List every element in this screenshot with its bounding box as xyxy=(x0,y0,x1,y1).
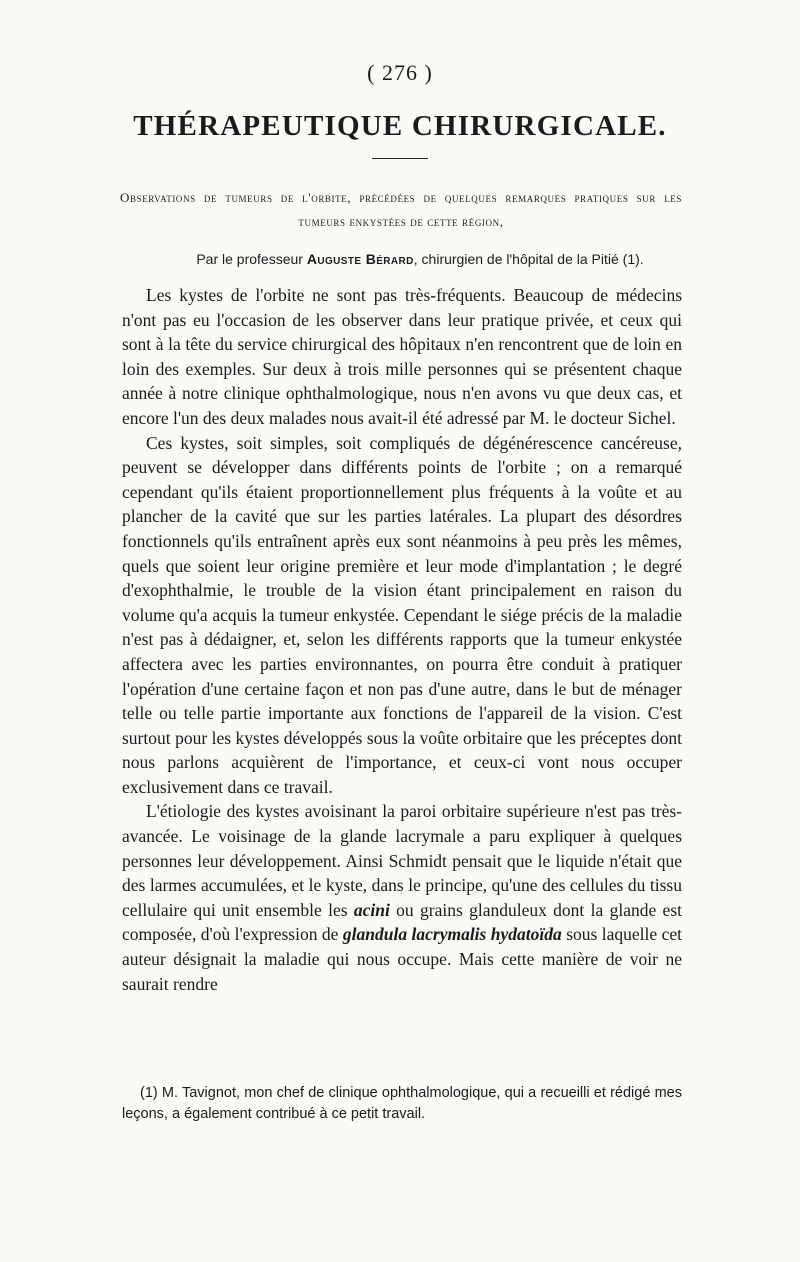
paragraph-2: Ces kystes, soit simples, soit compliqués de dégénérescence cancéreuse, peuvent se développer dans différents points de l'orbite ; on a remarqué cependant qu'ils étaient proportionnellement plus fréquents à la voûte et au plancher de la cavité que sur les parties latérales. La plupart des désordres fonctionnels qu'ils entraînent après eux sont néanmoins à peu près les mêmes, quels que soient leur origine première et leur mode d'implantation ; le degré d'exophthalmie, le trouble de la vision étant principalement en raison du volume qu'a acquis la tumeur enkystée. Cependant le siége précis de la maladie n'est pas à dédaigner, et, selon les différents rapports que la tumeur enkystée affectera avec les parties environnantes, on pourra être conduit à pratiquer l'opération d'une certaine façon et non pas d'une autre, dans le but de ménager telle ou telle partie importante aux fonctions de l'appareil de la vision. C'est surtout pour les kystes développés sous la voûte orbitaire que les préceptes dont nous parlons acquièrent de l'importance, et ceux-ci vont nous occuper exclusivement dans ce travail. xyxy=(122,432,682,797)
chapter-title: THÉRAPEUTIQUE CHIRURGICALE. xyxy=(133,110,667,142)
article-subtitle: Observations de tumeurs de l'orbite, précédées de quelques remarques pratiques sur les tumeurs enkystées de cette région, xyxy=(120,190,682,229)
footnote: (1) M. Tavignot, mon chef de clinique ophthalmologique, qui a recueilli et rédigé mes leçons, a également contribué à ce petit travail. xyxy=(122,1085,682,1122)
author-line xyxy=(140,251,700,267)
author-suffix: , chirurgien de l'hôpital de la Pitié (1). xyxy=(413,251,644,267)
author-prefix: Par le professeur xyxy=(196,251,307,267)
title-divider xyxy=(372,158,428,159)
author-name: Auguste Bérard xyxy=(306,251,414,267)
italic-term-glandula: glandula lacrymalis hydatoïda xyxy=(342,924,562,945)
paragraph-3-part-a: L'étiologie des kystes avoisinant la paroi orbitaire supérieure n'est pas très-avancée. Le voisinage de la glande lacrymale a paru expliquer à quelques personnes leur développement. Ainsi Schmidt pensait que le liquide n'était que des larmes accumulées, et le kyste, dans le principe, qu'une des cellules du tissu cellulaire qui unit ensemble les xyxy=(122,801,682,920)
page-number: ( 276 ) xyxy=(367,60,433,85)
paragraph-1: Les kystes de l'orbite ne sont pas très-fréquents. Beaucoup de médecins n'ont pas eu l'occasion de les observer dans leur pratique privée, et ceux qui sont à la tête du service chirurgical des hôpitaux n'en rencontrent que de loin en loin des exemples. Sur deux à trois mille personnes qui se présentent chaque année à notre clinique ophthalmologique, nous n'en avons vu que deux cas, et encore l'un des deux malades nous avait-il été adressé par M. le docteur Sichel. xyxy=(122,285,682,428)
italic-term-acini: acini xyxy=(353,899,390,920)
paragraph-3 xyxy=(122,799,682,996)
paragraph-3-part-c: sous laquelle cet auteur désignait la maladie qui nous occupe. Mais cette manière de voir ne saurait rendre xyxy=(122,924,682,994)
article-body xyxy=(122,283,682,996)
paragraph-3-part-b: ou grains glanduleux dont la glande est composée, d'où l'expression de xyxy=(122,899,682,945)
